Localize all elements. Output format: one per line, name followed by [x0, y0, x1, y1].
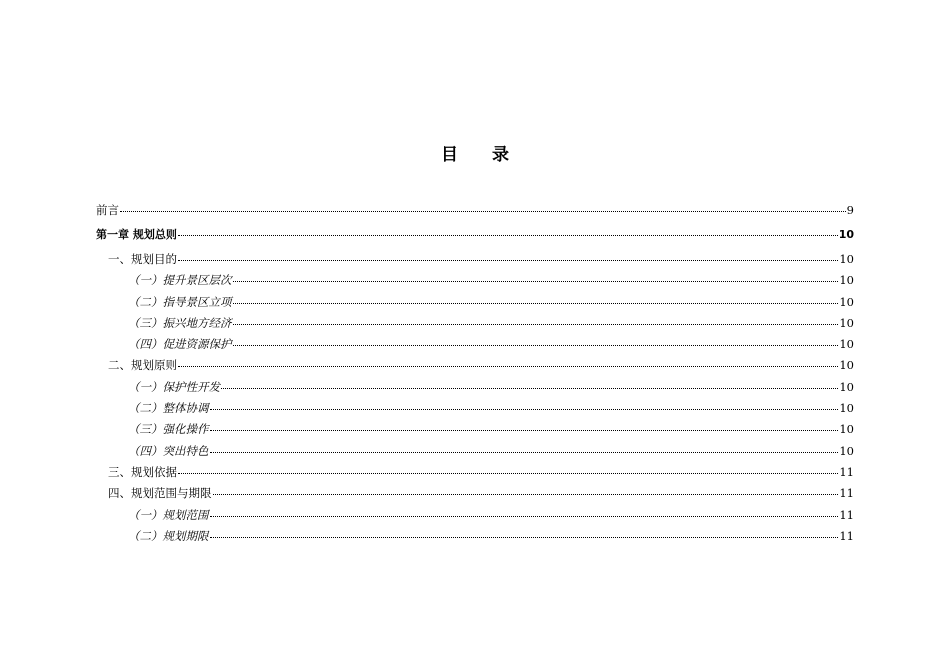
- toc-entry-label: （一）保护性开发: [128, 379, 220, 394]
- toc-entry-label: 二、规划原则: [108, 358, 177, 373]
- toc-entry-label: （一）提升景区层次: [128, 273, 232, 288]
- dot-leader: [233, 273, 839, 285]
- toc-entry-page-number: 10: [839, 443, 854, 458]
- toc-entry[interactable]: [96, 419, 854, 440]
- dot-leader: [213, 486, 839, 498]
- toc-entry[interactable]: [96, 221, 854, 249]
- page-title: 目 录: [441, 145, 523, 165]
- toc-entry-page-number: 10: [839, 294, 854, 309]
- toc-entry[interactable]: [96, 313, 854, 334]
- toc-entry-label: （二）指导景区立项: [128, 294, 232, 309]
- toc-entry[interactable]: [96, 441, 854, 462]
- toc-entry[interactable]: [96, 270, 854, 291]
- toc-entry-page-number: 10: [839, 358, 854, 373]
- toc-entry[interactable]: [96, 377, 854, 398]
- dot-leader: [178, 358, 838, 370]
- dot-leader: [210, 422, 839, 434]
- toc-entry-label: （四）促进资源保护: [128, 337, 232, 352]
- dot-leader: [233, 294, 839, 306]
- dot-leader: [210, 507, 839, 519]
- toc-entry[interactable]: [96, 505, 854, 526]
- toc-entry-page-number: 10: [838, 228, 854, 241]
- dot-leader: [233, 315, 839, 327]
- dot-leader: [233, 337, 839, 349]
- toc-entry-label: 一、规划目的: [108, 252, 177, 266]
- toc-entry-label: （一）规划范围: [128, 507, 209, 522]
- toc-entry-page-number: 11: [839, 507, 854, 522]
- dot-leader: [178, 464, 838, 476]
- toc-entry-page-number: 11: [839, 486, 854, 501]
- dot-leader: [178, 227, 838, 238]
- toc-entry-page-number: 10: [839, 337, 854, 352]
- toc-entry-page-number: 10: [839, 422, 854, 437]
- toc-entry-page-number: 10: [839, 252, 854, 266]
- toc-entry-page-number: 9: [846, 203, 854, 217]
- toc-entry-label: 四、规划范围与期限: [108, 486, 212, 501]
- toc-entry-page-number: 11: [839, 528, 854, 543]
- toc-entry-page-number: 10: [839, 315, 854, 330]
- toc-entry-label: （四）突出特色: [128, 443, 209, 458]
- toc-entry-label: （二）规划期限: [128, 528, 209, 543]
- toc-entry-label: 三、规划依据: [108, 464, 177, 479]
- dot-leader: [210, 401, 839, 413]
- toc-entry[interactable]: [96, 483, 854, 504]
- dot-leader: [178, 252, 838, 264]
- toc-entry-label: （二）整体协调: [128, 401, 209, 416]
- dot-leader: [120, 203, 846, 215]
- dot-leader: [210, 528, 839, 540]
- toc-entry[interactable]: [96, 334, 854, 355]
- dot-leader: [221, 379, 838, 391]
- toc-entry[interactable]: [96, 398, 854, 419]
- toc-entry-label: （三）振兴地方经济: [128, 315, 232, 330]
- toc-entry-label: 第一章 规划总则: [96, 228, 177, 241]
- toc-entry[interactable]: [96, 292, 854, 313]
- toc-entry-page-number: 11: [839, 464, 854, 479]
- toc-entry[interactable]: [96, 199, 854, 221]
- toc-entry[interactable]: [96, 355, 854, 376]
- toc-entry[interactable]: [96, 526, 854, 547]
- toc-entry-label: 前言: [96, 203, 119, 217]
- toc-entry[interactable]: [96, 462, 854, 483]
- table-of-contents: [96, 199, 854, 547]
- dot-leader: [210, 443, 839, 455]
- toc-entry[interactable]: [96, 249, 854, 270]
- toc-entry-page-number: 10: [839, 379, 854, 394]
- toc-entry-page-number: 10: [839, 273, 854, 288]
- toc-entry-label: （三）强化操作: [128, 422, 209, 437]
- toc-entry-page-number: 10: [839, 401, 854, 416]
